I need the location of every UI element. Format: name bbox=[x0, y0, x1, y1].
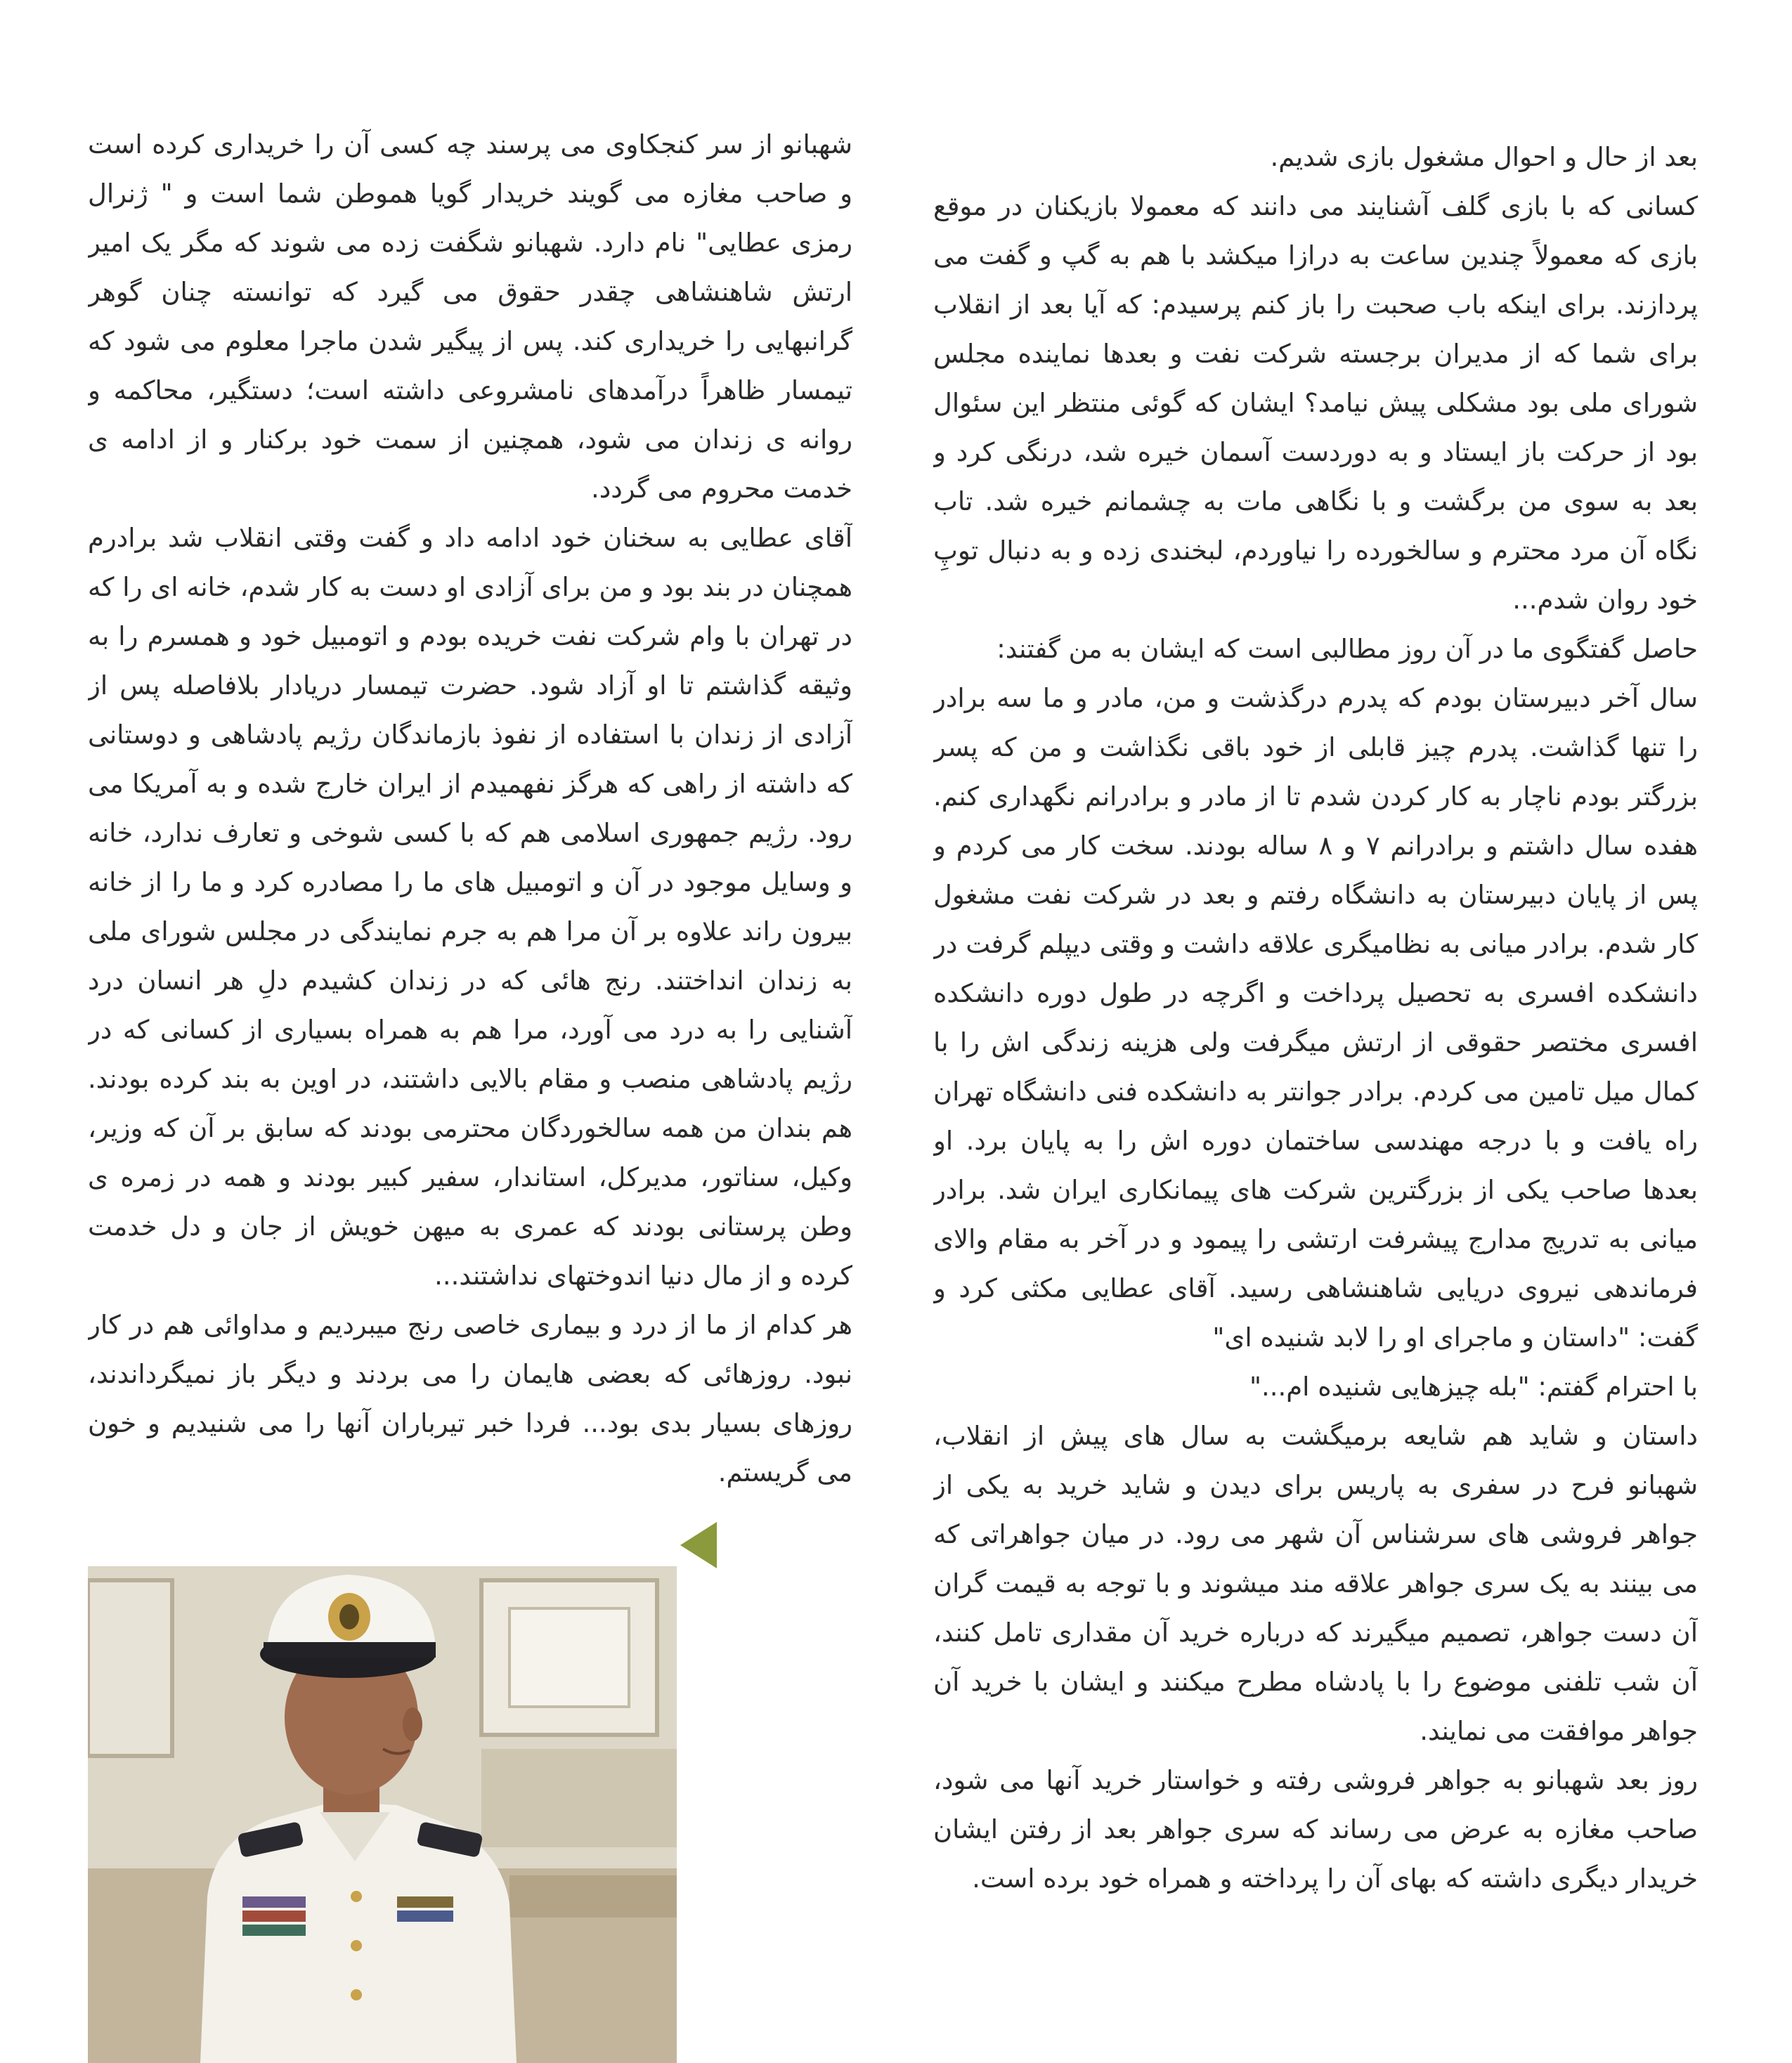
article-column-left bbox=[88, 120, 852, 1561]
naval-officer-illustration bbox=[88, 1566, 677, 2063]
paragraph: کسانی که با بازی گلف آشنایند می دانند که معمولا بازیکنان در موقع بازی که معمولاً چندین ساعت به درازا میکشد با هم به گپ و گفت می پردازند. برای اینکه باب صحبت را باز کنم پرسیدم: که آیا بعد از انقلاب برای شما که از مدیران برجسته شرکت نفت و بعدها نماینده مجلس شورای ملی بود مشکلی پیش نیامد؟ ایشان که گوئی منتظر این سئوال بود از حرکت باز ایستاد و به دوردست آسمان خیره شد، درنگی کرد و بعد به سوی من برگشت و با نگاهی مات به چشمانم خیره شد. تاب نگاه آن مرد محترم و سالخورده را نیاوردم، لبخندی زده و به دنبال توپِ خود روان شدم... bbox=[933, 191, 1698, 615]
paragraph: سال آخر دبیرستان بودم که پدرم درگذشت و من، مادر و ما سه برادر را تنها گذاشت. پدرم چیز قابلی از خود باقی نگذاشت و من که پسر بزرگتر بودم ناچار به کار کردن شدم تا از مادر و برادرانم نگهداری کنم. هفده سال داشتم و برادرانم ۷ و ۸ ساله بودند. سخت کار می کردم و پس از پایان دبیرستان به دانشگاه رفتم و بعد در شرکت نفت مشغول کار شدم. برادر میانی به نظامیگری علاقه داشت و وقتی دیپلم گرفت در دانشکده افسری به تحصیل پرداخت و اگرچه در طول دوره دانشکده افسری مختصر حقوقی از ارتش میگرفت ولی هزینه زندگی اش را با کمال میل تامین می کردم. برادر جوانتر به دانشکده فنی دانشگاه تهران راه یافت و با درجه مهندسی ساختمان دوره اش را به پایان برد. او بعدها صاحب یکی از بزرگترین شرکت های پیمانکاری ایران شد. برادر میانی به تدریج مدارج پیشرفت ارتشی را پیمود و در آخر به مقام والای فرماندهی نیروی دریایی شاهنشاهی رسید. آقای عطایی مکثی کرد و گفت: "داستان و ماجرای او را لابد شنیده ای" bbox=[933, 683, 1698, 1353]
paragraph: داستان و شاید هم شایعه برمیگشت به سال های پیش از انقلاب، شهبانو فرح در سفری به پاریس برای دیدن و شاید خرید به یکی از جواهر فروشی های سرشناس آن شهر می رود. در میان جواهراتی که می بینند به یک سری جواهر علاقه مند میشوند و با توجه به قیمت گران آن دست جواهر، تصمیم میگیرند که درباره خرید آن مقداری تامل کنند، آن شب تلفنی موضوع را با پادشاه مطرح میکنند و ایشان با خرید آن جواهر موافقت می نمایند. bbox=[933, 1421, 1698, 1746]
paragraph: آقای عطایی به سخنان خود ادامه داد و گفت وقتی انقلاب شد برادرم همچنان در بند بود و من برای آزادی او دست به کار شدم، خانه ای را که در تهران با وام شرکت نفت خریده بودم و اتومبیل خود و همسرم را به وثیقه گذاشتم تا او آزاد شود. حضرت تیمسار دریادار بلافاصله پس از آزادی از زندان با استفاده از نفوذ بازماندگان رژیم پادشاهی و دوستانی که داشته از راهی که هرگز نفهمیدم از ایران خارج شده و به آمریکا می رود. رژیم جمهوری اسلامی هم که با کسی شوخی و تعارف ندارد، خانه و وسایل موجود در آن و اتومبیل های ما را مصادره کرد و ما را از خانه بیرون راند علاوه بر آن مرا هم به جرم نمایندگی در مجلس شورای ملی به زندان انداختند. رنج هائی که در زندان کشیدم دلِ هر انسان درد آشنایی را به درد می آورد، مرا هم به همراه بسیاری از کسانی که در رژیم پادشاهی منصب و مقام بالایی داشتند، در اوین به بند کرده بودند. هم بندان من همه سالخوردگان محترمی بودند که سابق بر آن که وزیر، وکیل، سناتور، مدیرکل، استاندار، سفیر کبیر بودند و همه در زمره ی وطن پرستانی بودند که عمری به میهن خویش از جان و دل خدمت کرده و از مال دنیا اندوختهای نداشتند... bbox=[88, 523, 852, 1291]
paragraph: روز بعد شهبانو به جواهر فروشی رفته و خواستار خرید آنها می شود، صاحب مغازه به عرض می رساند که سری جواهر بعد از رفتن ایشان خریدار دیگری داشته که بهای آن را پرداخته و همراه خود برده است. bbox=[933, 1765, 1698, 1894]
paragraph: هر کدام از ما از درد و بیماری خاصی رنج میبردیم و مداوائی هم در کار نبود. روزهائی که بعضی هایمان را می بردند و دیگر باز نمیگرداندند، روزهای بسیار بدی بود... فردا خبر تیرباران آنها را می شنیدیم و خون می گریستم. bbox=[88, 1310, 852, 1488]
paragraph: شهبانو از سر کنجکاوی می پرسند چه کسی آن را خریداری کرده است و صاحب مغازه می گویند خریدار گویا هموطن شما است و " ژنرال رمزی عطایی" نام دارد. شهبانو شگفت زده می شوند که مگر یک امیر ارتش شاهنشاهی چقدر حقوق می گیرد که توانسته چنان گوهر گرانبهایی را خریداری کند. پس از پیگیر شدن ماجرا معلوم می شود که تیمسار ظاهراً درآمدهای نامشروعی داشته است؛ دستگیر، محاکمه و روانه ی زندان می شود، همچنین از سمت خود برکنار و از ادامه ی خدمت محروم می گردد. bbox=[88, 129, 852, 504]
paragraph: حاصل گفتگوی ما در آن روز مطالبی است که ایشان به من گفتند: bbox=[996, 634, 1698, 664]
article-column-right bbox=[933, 133, 1698, 2058]
paragraph: بعد از حال و احوال مشغول بازی شدیم. bbox=[1270, 142, 1698, 172]
paragraph: با احترام گفتم: "بله چیزهایی شنیده ام..." bbox=[1249, 1372, 1698, 1402]
end-of-article-arrow-icon bbox=[680, 1522, 717, 1568]
naval-officer-photo bbox=[88, 1566, 677, 2063]
